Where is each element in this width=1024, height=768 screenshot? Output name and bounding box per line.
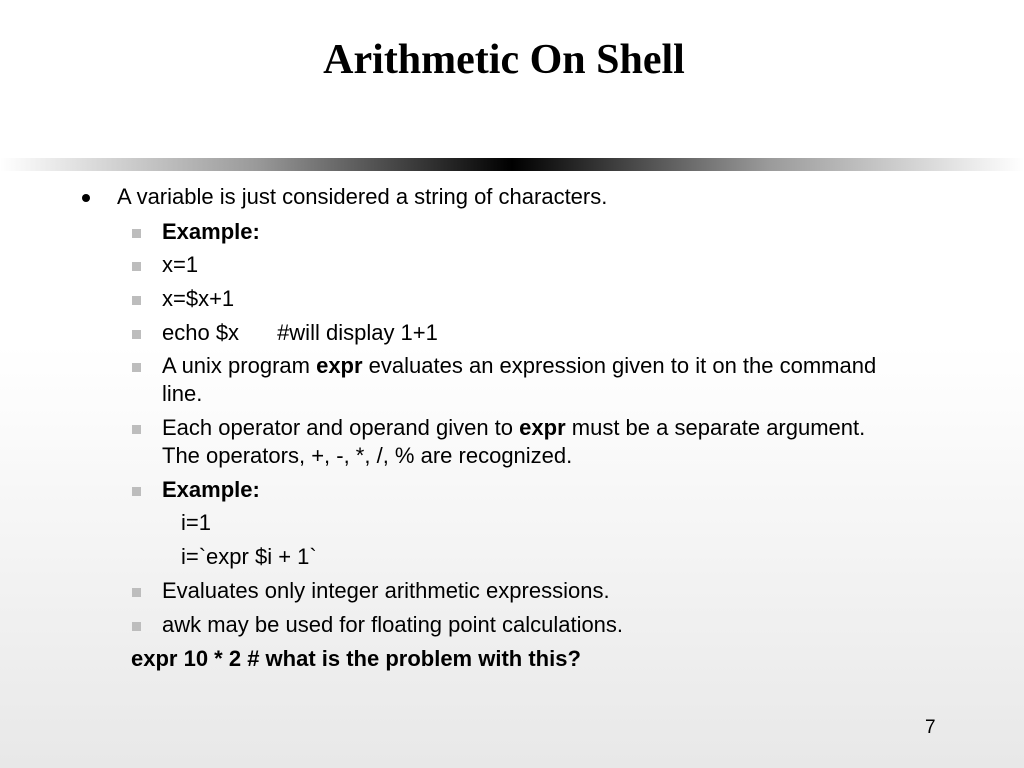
echo-comment: #will display 1+1 [277,320,438,345]
expr-keyword: expr [316,353,363,378]
sub-item-integer-only: Evaluates only integer arithmetic expressions. [162,578,610,603]
closing-question: expr 10 * 2 # what is the problem with this? [131,646,581,671]
round-bullet-icon [82,194,90,202]
example-label: Example: [162,477,260,502]
sub-item-x1: x=1 [162,252,199,277]
sub-item-expr-intro [162,352,902,408]
expr-keyword: expr [519,415,566,440]
square-bullet-icon [132,363,141,372]
sub-item-awk: awk may be used for floating point calculations. [162,612,624,637]
expr-intro-rest: evaluates an expression given to it on the command line. [162,353,877,406]
square-bullet-icon [132,296,141,305]
operands-text: Each operator and operand given to [162,415,520,440]
square-bullet-icon [132,622,141,631]
slide-title: Arithmetic On Shell [323,37,685,83]
page-number: 7 [925,717,936,738]
sub-item-echo [162,319,902,347]
sub-item-operands [162,414,902,470]
sub-item-example-2 [162,476,902,504]
square-bullet-icon [132,425,141,434]
square-bullet-icon [132,588,141,597]
square-bullet-icon [132,262,141,271]
sub-item-example [162,218,902,246]
code-line: i=1 [181,510,211,535]
square-bullet-icon [132,229,141,238]
square-bullet-icon [132,487,141,496]
code-line: i=`expr $i + 1` [181,544,317,569]
echo-command: echo $x [162,320,240,345]
sub-item-x2: x=$x+1 [162,286,235,311]
operands-rest: must be a separate argument. The operators, +, -, *, /, % are recognized. [162,415,866,468]
square-bullet-icon [132,330,141,339]
example-label: Example: [162,219,260,244]
main-bullet-text: A variable is just considered a string of characters. [117,184,608,209]
expr-intro-text: A unix program [162,353,317,378]
